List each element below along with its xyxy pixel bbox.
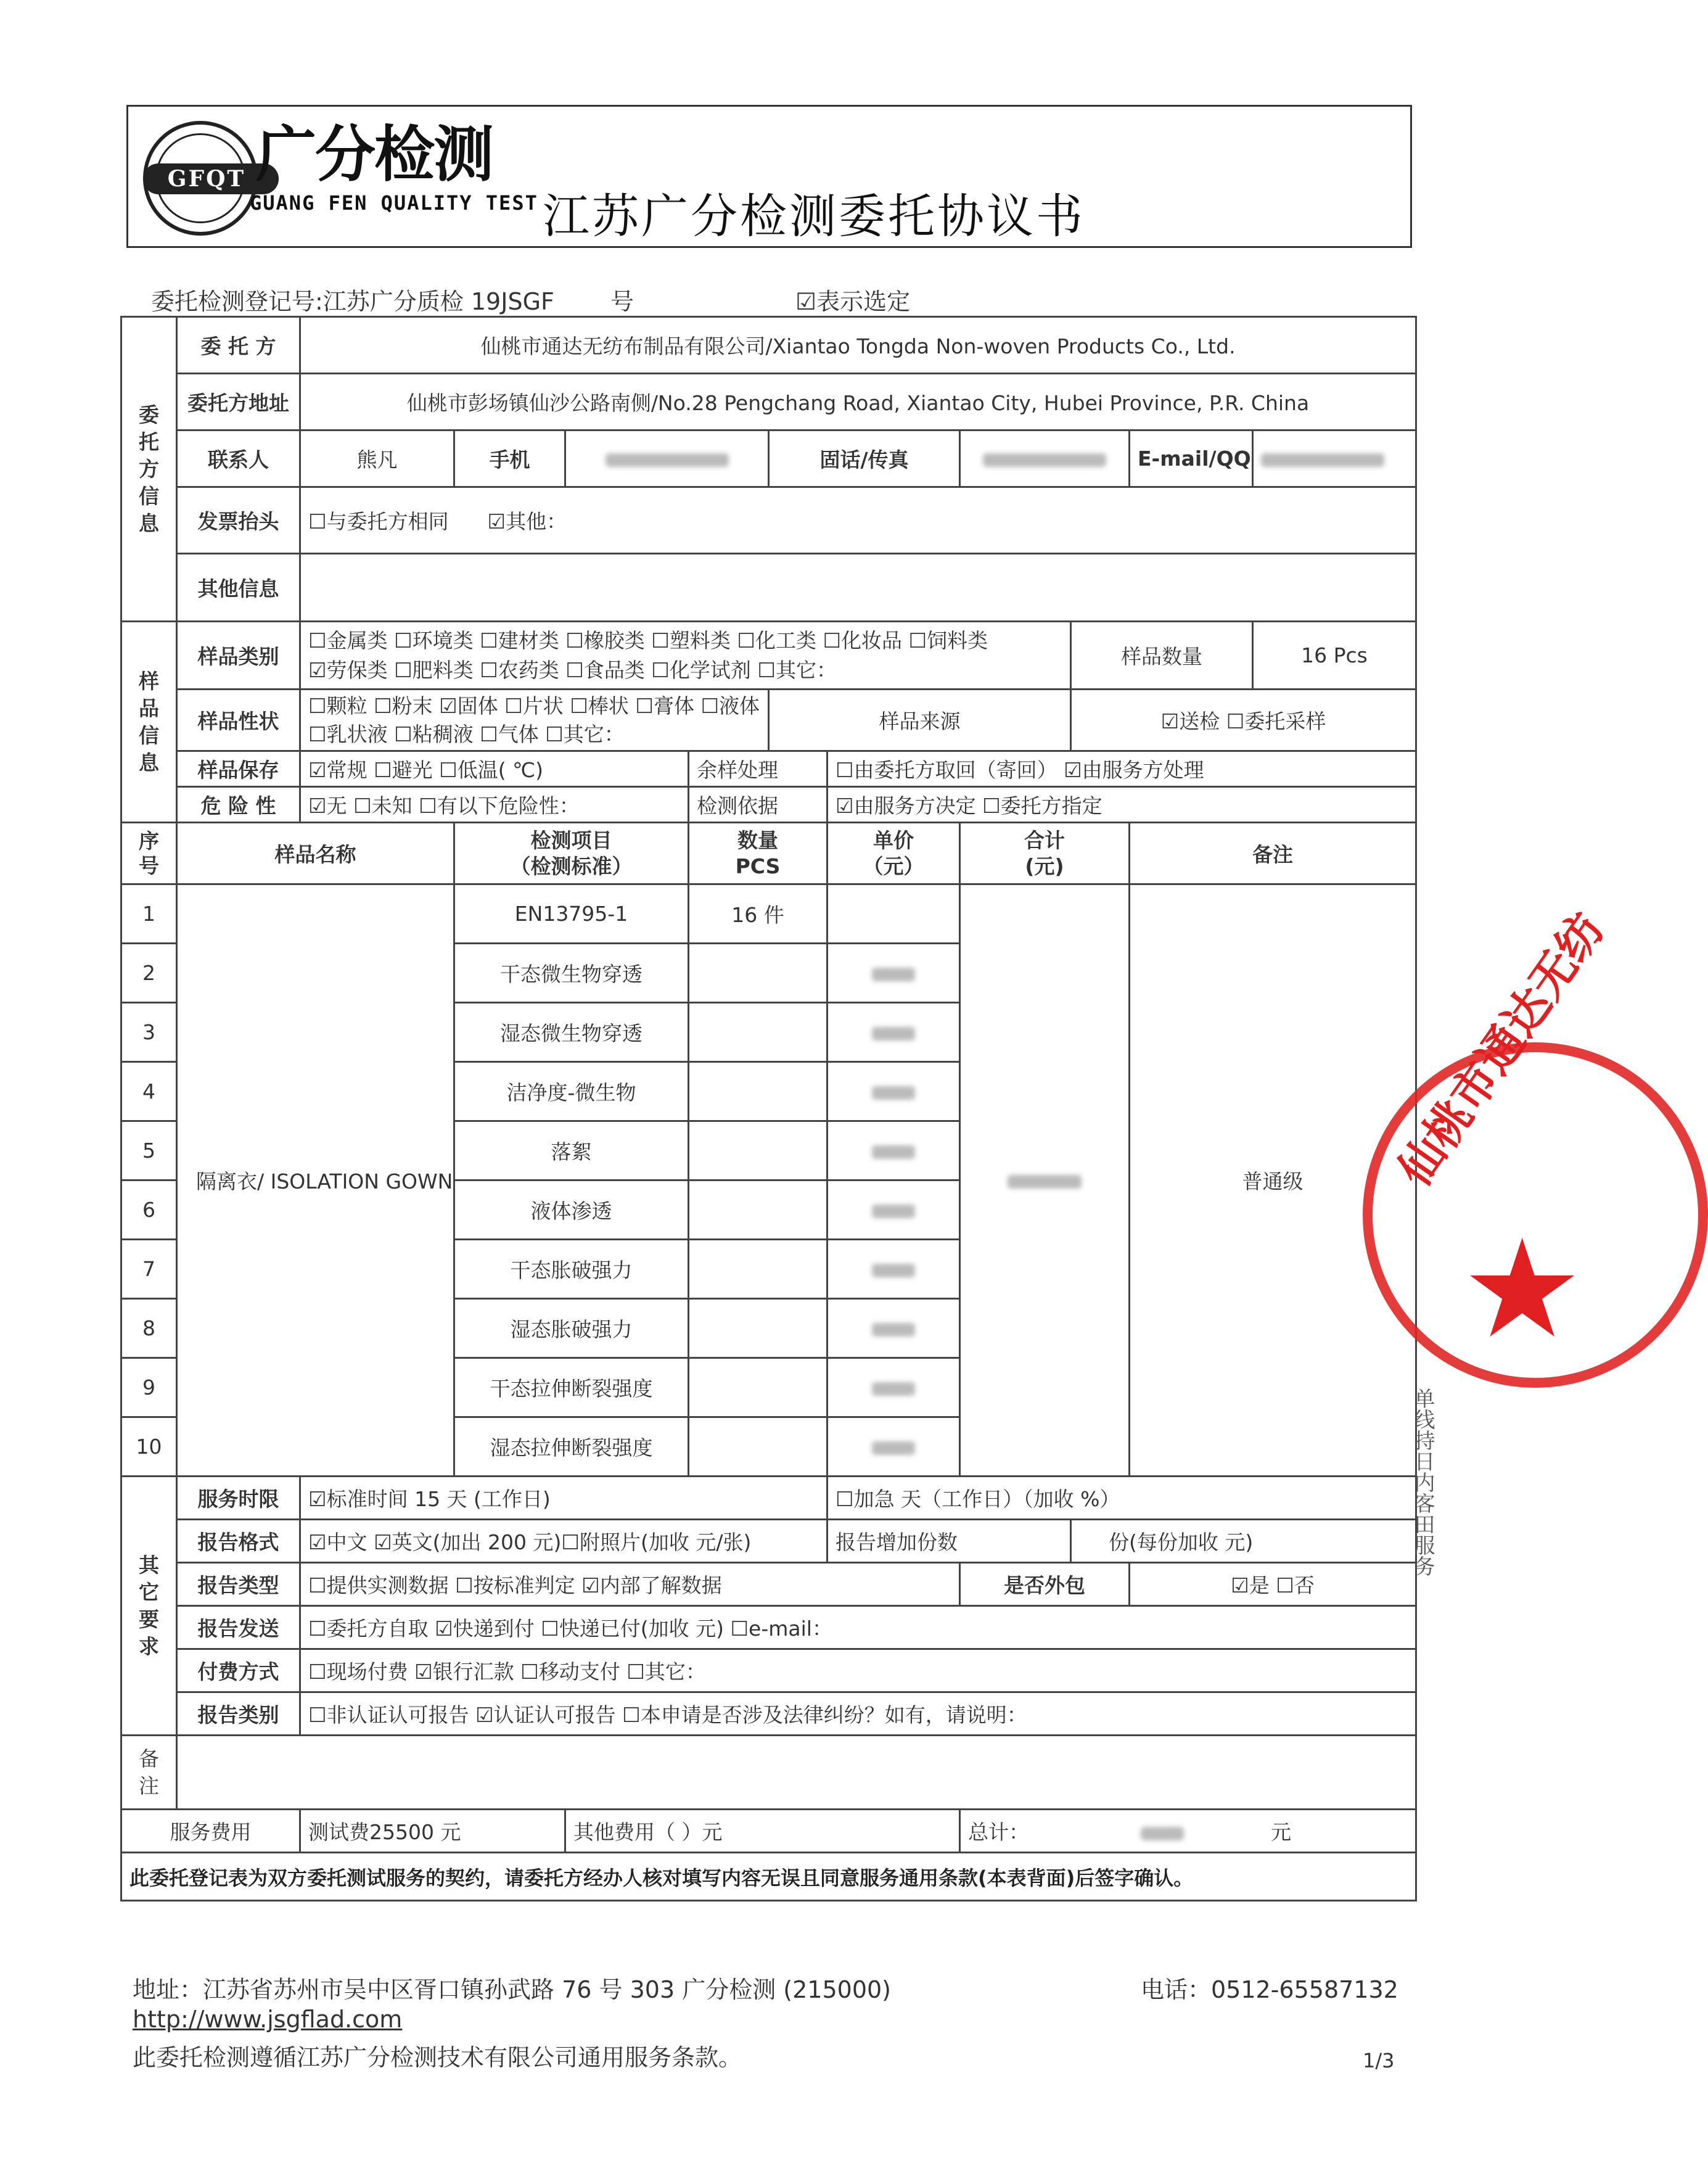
row-item: 液体渗透 bbox=[454, 1180, 689, 1240]
row-price bbox=[827, 884, 960, 944]
state-line2[interactable]: ☐乳状液 ☐粘稠液 ☐气体 ☐其它： bbox=[308, 722, 625, 746]
source-options[interactable]: ☑送检 ☐委托采样 bbox=[1071, 690, 1416, 751]
registration-suffix: 号 bbox=[610, 288, 634, 315]
row-qty bbox=[689, 1003, 827, 1062]
report-extra-fee: 份(每份加收 元) bbox=[1071, 1520, 1416, 1563]
fee-total-label: 总计： bbox=[968, 1820, 1029, 1844]
row-item: 干态微生物穿透 bbox=[454, 944, 689, 1003]
row-no: 4 bbox=[121, 1062, 177, 1121]
row-price bbox=[827, 1062, 960, 1121]
payment-label: 付费方式 bbox=[177, 1649, 300, 1692]
row-item: 洁净度-微生物 bbox=[454, 1062, 689, 1121]
category-options bbox=[300, 622, 1071, 690]
col-no: 序号 bbox=[121, 823, 177, 884]
phone-value bbox=[960, 431, 1130, 487]
row-no: 7 bbox=[121, 1240, 177, 1299]
section-sample: 样 品 信 息 bbox=[121, 622, 177, 823]
stamp-star-icon: ★ bbox=[1461, 1210, 1583, 1368]
col-qty-title: 数量 bbox=[737, 828, 778, 852]
logo-en: GUANG FEN QUALITY TEST bbox=[250, 191, 538, 215]
remain-options[interactable]: ☐由委托方取回（寄回） ☑由服务方处理 bbox=[827, 751, 1416, 787]
source-label: 样品来源 bbox=[769, 690, 1071, 751]
row-qty bbox=[689, 1180, 827, 1240]
payment-options[interactable]: ☐现场付费 ☑银行汇款 ☐移动支付 ☐其它： bbox=[300, 1649, 1416, 1692]
other-info-label: 其他信息 bbox=[177, 554, 300, 622]
row-item: 湿态微生物穿透 bbox=[454, 1003, 689, 1062]
basis-label: 检测依据 bbox=[689, 787, 827, 823]
col-item-sub: （检测标准） bbox=[510, 854, 633, 878]
section-other: 其 它 要 求 bbox=[121, 1477, 177, 1736]
delivery-options[interactable]: ☐委托方自取 ☑快递到付 ☐快递已付(加收 元) ☐e-mail： bbox=[300, 1606, 1416, 1649]
storage-options[interactable]: ☑常规 ☐避光 ☐低温( ℃) bbox=[300, 751, 689, 787]
fees-label: 服务费用 bbox=[121, 1810, 300, 1853]
registration-label: 委托检测登记号:江苏广分质检 19JSGF bbox=[151, 288, 554, 315]
fee-total bbox=[960, 1810, 1416, 1853]
email-value bbox=[1253, 431, 1416, 487]
row-price bbox=[827, 1417, 960, 1477]
row-item: EN13795-1 bbox=[454, 884, 689, 944]
row-no: 3 bbox=[121, 1003, 177, 1062]
hazard-options[interactable]: ☑无 ☐未知 ☐有以下危险性： bbox=[300, 787, 689, 823]
row-no: 9 bbox=[121, 1358, 177, 1417]
row-price bbox=[827, 1121, 960, 1180]
form-table bbox=[120, 316, 1417, 1901]
col-qty-sub: PCS bbox=[735, 854, 781, 878]
row-price bbox=[827, 1003, 960, 1062]
footer-terms: 此委托检测遵循江苏广分检测技术有限公司通用服务条款。 bbox=[133, 2044, 742, 2071]
service-time-standard[interactable]: ☑标准时间 15 天 (工作日) bbox=[300, 1477, 827, 1520]
notes-value bbox=[177, 1736, 1416, 1810]
col-remark: 备注 bbox=[1130, 823, 1416, 884]
col-price-sub: （元） bbox=[863, 854, 924, 878]
report-extra-label: 报告增加份数 bbox=[827, 1520, 1071, 1563]
quantity-label: 样品数量 bbox=[1071, 622, 1253, 690]
outsource-options[interactable]: ☑是 ☐否 bbox=[1130, 1563, 1416, 1606]
col-price bbox=[827, 823, 960, 884]
delivery-label: 报告发送 bbox=[177, 1606, 300, 1649]
row-price bbox=[827, 1299, 960, 1358]
legend: ☑表示选定 bbox=[795, 288, 911, 315]
category-line2[interactable]: ☑劳保类 ☐肥料类 ☐农药类 ☐食品类 ☐化学试剂 ☐其它： bbox=[308, 657, 837, 682]
state-options bbox=[300, 690, 769, 751]
row-qty bbox=[689, 1240, 827, 1299]
row-price bbox=[827, 1240, 960, 1299]
report-class-options[interactable]: ☐非认证认可报告 ☑认证认可报告 ☐本申请是否涉及法律纠纷？如有，请说明： bbox=[300, 1692, 1416, 1736]
phone-label: 固话/传真 bbox=[769, 431, 960, 487]
table-row bbox=[121, 884, 1416, 944]
col-total bbox=[960, 823, 1130, 884]
sample-name-cell: 隔离衣/ ISOLATION GOWN bbox=[177, 884, 454, 1477]
logo-badge: GFQT bbox=[167, 166, 246, 192]
client-name: 仙桃市通达无纺布制品有限公司/Xiantao Tongda Non-woven Products Co., Ltd. bbox=[300, 317, 1416, 374]
report-format-label: 报告格式 bbox=[177, 1520, 300, 1563]
other-fee: 其他费用（ ）元 bbox=[565, 1810, 960, 1853]
footer-url[interactable]: http://www.jsgflad.com bbox=[133, 2006, 403, 2033]
report-class-label: 报告类别 bbox=[177, 1692, 300, 1736]
row-qty bbox=[689, 1358, 827, 1417]
row-item: 干态胀破强力 bbox=[454, 1240, 689, 1299]
row-item: 干态拉伸断裂强度 bbox=[454, 1358, 689, 1417]
row-price bbox=[827, 944, 960, 1003]
fee-total-unit: 元 bbox=[1271, 1820, 1291, 1844]
col-item bbox=[454, 823, 689, 884]
side-note: 单线持日内客田服务 bbox=[1410, 1388, 1435, 1576]
row-item: 落絮 bbox=[454, 1121, 689, 1180]
mobile-value bbox=[565, 431, 769, 487]
client-name-label: 委 托 方 bbox=[177, 317, 300, 374]
report-type-label: 报告类型 bbox=[177, 1563, 300, 1606]
contact-label: 联系人 bbox=[177, 431, 300, 487]
row-item: 湿态拉伸断裂强度 bbox=[454, 1417, 689, 1477]
hazard-label: 危 险 性 bbox=[177, 787, 300, 823]
invoice-same-checkbox[interactable]: ☐与委托方相同 bbox=[308, 509, 449, 534]
page-title: 江苏广分检测委托协议书 bbox=[543, 189, 1085, 244]
row-qty bbox=[689, 1121, 827, 1180]
agreement-text: 此委托登记表为双方委托测试服务的契约，请委托方经办人核对填写内容无误且同意服务通用条款(本表背面)后签字确认。 bbox=[121, 1853, 1416, 1901]
category-line1[interactable]: ☐金属类 ☐环境类 ☐建材类 ☐橡胶类 ☐塑料类 ☐化工类 ☐化妆品 ☐饲料类 bbox=[308, 628, 988, 653]
remark-cell: 普通级 bbox=[1130, 884, 1416, 1477]
report-type-options[interactable]: ☐提供实测数据 ☐按标准判定 ☑内部了解数据 bbox=[300, 1563, 960, 1606]
basis-options[interactable]: ☑由服务方决定 ☐委托方指定 bbox=[827, 787, 1416, 823]
col-item-title: 检测项目 bbox=[530, 828, 612, 852]
logo-cn: 广分检测 bbox=[256, 120, 493, 190]
footer-address: 地址：江苏省苏州市吴中区胥口镇孙武路 76 号 303 广分检测 (215000) bbox=[133, 1976, 891, 2003]
col-total-title: 合计 bbox=[1024, 828, 1065, 852]
row-no: 8 bbox=[121, 1299, 177, 1358]
row-qty bbox=[689, 1062, 827, 1121]
row-qty bbox=[689, 944, 827, 1003]
other-info-value bbox=[300, 554, 1416, 622]
total-cell bbox=[960, 884, 1130, 1477]
stamp-text: 仙桃市通达无纺 bbox=[1388, 903, 1615, 1196]
row-qty bbox=[689, 1417, 827, 1477]
invoice-label: 发票抬头 bbox=[177, 487, 300, 554]
row-no: 10 bbox=[121, 1417, 177, 1477]
col-price-title: 单价 bbox=[873, 828, 914, 852]
row-no: 6 bbox=[121, 1180, 177, 1240]
col-sample-name: 样品名称 bbox=[177, 823, 454, 884]
row-no: 1 bbox=[121, 884, 177, 944]
client-address: 仙桃市彭场镇仙沙公路南侧/No.28 Pengchang Road, Xiantao City, Hubei Province, P.R. China bbox=[300, 374, 1416, 431]
row-no: 5 bbox=[121, 1121, 177, 1180]
test-fee: 测试费25500 元 bbox=[300, 1810, 565, 1853]
col-total-sub: (元) bbox=[1025, 854, 1064, 878]
row-no: 2 bbox=[121, 944, 177, 1003]
service-time-urgent[interactable]: ☐加急 天（工作日）（加收 %） bbox=[827, 1477, 1416, 1520]
page-number: 1/3 bbox=[1363, 2049, 1395, 2072]
storage-label: 样品保存 bbox=[177, 751, 300, 787]
row-price bbox=[827, 1180, 960, 1240]
row-qty: 16 件 bbox=[689, 884, 827, 944]
invoice-options bbox=[300, 487, 1416, 554]
state-label: 样品性状 bbox=[177, 690, 300, 751]
email-label: E-mail/QQ bbox=[1130, 431, 1253, 487]
col-qty bbox=[689, 823, 827, 884]
footer-phone: 电话：0512-65587132 bbox=[1141, 1976, 1398, 2003]
row-item: 湿态胀破强力 bbox=[454, 1299, 689, 1358]
contact-value: 熊凡 bbox=[300, 431, 454, 487]
section-client: 委 托 方 信 息 bbox=[121, 317, 177, 622]
remain-label: 余样处理 bbox=[689, 751, 827, 787]
outsource-label: 是否外包 bbox=[960, 1563, 1130, 1606]
invoice-other-checkbox[interactable]: ☑其他： bbox=[487, 509, 567, 534]
mobile-label: 手机 bbox=[454, 431, 565, 487]
row-qty bbox=[689, 1299, 827, 1358]
state-line1[interactable]: ☐颗粒 ☐粉末 ☑固体 ☐片状 ☐棒状 ☐膏体 ☐液体 bbox=[308, 693, 760, 718]
category-label: 样品类别 bbox=[177, 622, 300, 690]
report-format-options[interactable]: ☑中文 ☑英文(加出 200 元)☐附照片(加收 元/张) bbox=[300, 1520, 827, 1563]
quantity-value: 16 Pcs bbox=[1253, 622, 1416, 690]
service-time-label: 服务时限 bbox=[177, 1477, 300, 1520]
notes-label: 备 注 bbox=[121, 1736, 177, 1810]
client-address-label: 委托方地址 bbox=[177, 374, 300, 431]
row-price bbox=[827, 1358, 960, 1417]
